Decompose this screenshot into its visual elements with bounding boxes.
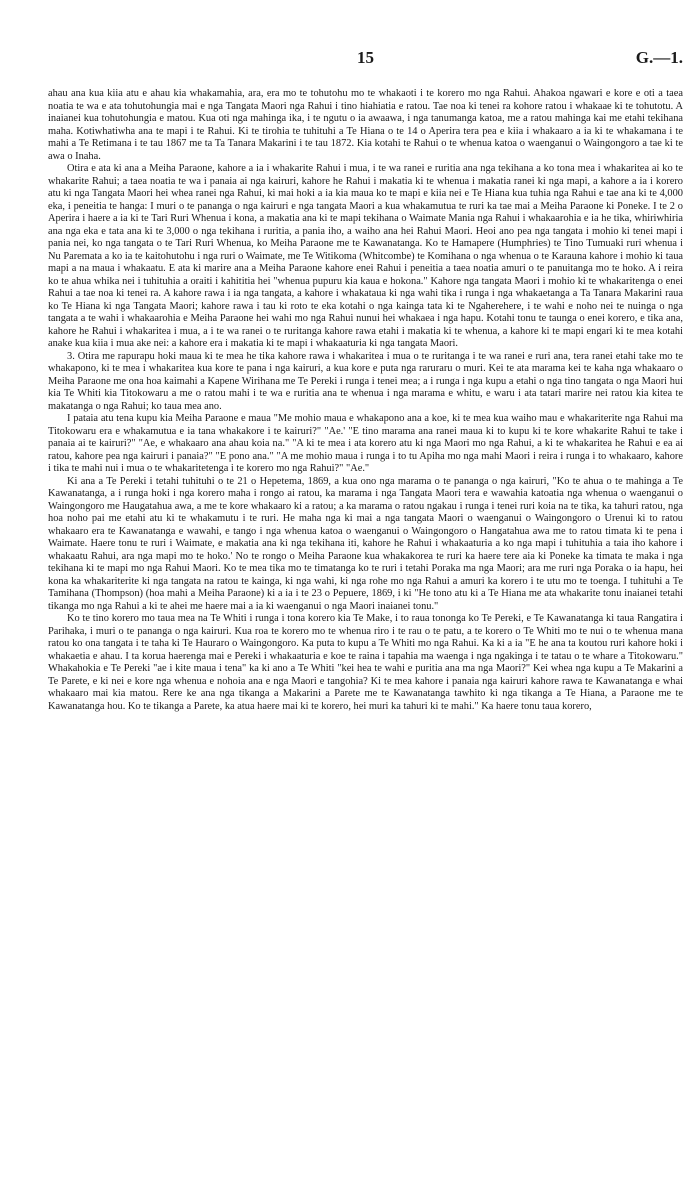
paragraph-numbered-3: 3. Otira me rapurapu hoki maua ki te mea he tika kahore rawa i whakaritea i mua o te ruritanga i te wa ranei e ruri ana, tera ranei etahi take mo te whakapono, ki te mea i whakaritea kua kore te pana i nga kairuri, a kua kore e puta nga raruraru o muri. Kei te ata marama kei te kaha nga whakaaro o Meiha Paraone me ona hoa kaimahi a Kapene Wirihana me Te Pereki i runga i tenei mea; a i runga i nga kupu a etahi o nga tino tangata o nga Maori hui kia Te Whiti kia Titokowaru a me o ratou mahi i te wa e ruritia ana te whenua i nga marama e whitu, e waru i ata tatari marire nei ratou kia kitea te makatanga o nga Rahui; ko taua mea ano. bbox=[48, 350, 683, 412]
body-text bbox=[48, 88, 683, 713]
document-reference: G.—1. bbox=[635, 48, 683, 67]
page-header bbox=[48, 48, 683, 68]
paragraph-continued: ahau ana kua kiia atu e ahau kia whakamahia, ara, era mo te tohutohu mo te whakaoti i te korero mo nga Rahui. Ahakoa ngawari e kore e oti a taea noatia te wa e ata tohutohungia mai e nga Tangata Maori nga Rahui i tino hiahiatia e ratou. Tae noa ki tenei ra kohore ratou i whakaae ki te tohutotu. A inaianei kua tohutohungia e matou. Kua oti nga mahinga ika, i te ngutu o ia awaawa, i nga tanumanga katoa, me a ratou mahinga kai me etahi tekihana maha. Kotiwhatiwha ana te mapi i te Rahui. Ki te tirohia te tuhituhi a Te Hiana o te 14 o Aperira tera pea e kiia i whakaaro a ia ki te whakamana i te mahi a Te Retimana i te tau 1867 me ta Ta Tanara Makarini i te tau 1872. Kia kotahi te Rahui o te whenua katoa o waenganui o Waingongoro a tae ki te awa o Inaha. bbox=[48, 88, 683, 162]
page-number: 15 bbox=[357, 48, 374, 67]
paragraph: Ko te tino korero mo taua mea na Te Whiti i runga i tona korero kia Te Make, i to raua tononga ko Te Pereki, e Te Kawanatanga ki taua Rangatira i Parihaka, i muri o te pananga o nga kairuri. Kua roa te korero mo te whenua riro i te rau o te patu, a te korero o Te Whiti mo te nui o te whenua mana ratou ko ona tangata i te taha ki Te Hauraro o Waingongoro. Ka puta to kupu a Te Whiti mo nga Rahui. Ka ki a ia "E he ana ta koutou ruri kahore hoki i whakaetia e ahau. I ta korua haerenga mai e Pereki i whakaaturia e koe te raina i tapahia ma waenga i nga ngakinga i te tatau o te whare a Titokowaru." Whakahokia e Te Pereki "ae i kite maua i tena" ka ki ano a Te Whiti "kei hea te wahi e puritia ana ma nga Maori?" Kei whea nga kupu a Te Makarini a Te Parete, e ki nei e kore nga whenua e nohoia ana e nga Maori e tangohia? Ki te mea kahore i panaia nga kairuri kahore rawa te Kawanatanga e whai whakaaro mai kia matou. Rere ke ana nga tikanga a Makarini a Parete me te Kawanatanga tawhito ki nga tikanga a Te Hiana, a Paraone me te Kawanatanga hou. Ko te tikanga a Parete, ka atua haere mai ki te korero, hei muri ka tahuri ki te mahi." Ka haere tonu taua korero, bbox=[48, 613, 683, 712]
paragraph: Ki ana a Te Pereki i tetahi tuhituhi o te 21 o Hepetema, 1869, a kua ono nga marama o te pananga o nga kairuri, "Ko te ahua o te mahinga a Te Kawanatanga, a i runga hoki i nga korero maha i rongo ai ratou, ka marama i nga Tangata Maori tera e wawahia katoatia nga whenua o waenganui o Waingongoro me Haugatahua awa, a me te kore whakaaro ki a ratou; a ka marama o ratou ngakau i runga i tenei ruri koia na te tika, ka tahuri ratou, nga hoa noho pai me etahi atu ki te whakamutu i te ruri. He maha nga ki mai a nga tangata Maori o waenganui o Waingongoro o Urenui ki to ratou whakaaro era te Kawanatanga e wawahi, e tango i nga whenua katoa o waenganui o Waingongoro o Hangatahua awa me to ratou timata ki te pena i Waimate. Haere tonu te ruri i Waimate, e makatia ana ki nga tekihana iti, kahore he Rahui i whakaaturia a ko nga mapi i tuhituhia a taia iho kahore i whakaatu Rahui, ara nga mapi mo te hoko.' No te rongo o Meiha Paraone kua whakakorea te ruri ka haere tere aia ki Poneke ka timata te maka i nga tekihana ki te mapi mo nga Rahui Maori. Ko te mea tika mo te timatanga ko te ruri i tetahi Poraka ma nga Maori; ara me ruri nga Poraka o ia hapu, hei kona ka whakariterite ki nga tangata na ratou te kainga, ki nga wahi, ki nga rohe mo nga Rahui a amuri ka korero i te utu mo te toenga. I tuhituhi a Te Tamihana (Thompson) (hoa mahi a Meiha Paraone) ki a ia i te 23 o Pepuere, 1869, i ki "He tono atu ki a Te Hiana me ata whakarite tonu inaianei tetahi tikanga mo nga Rahui a ki te ahei me haere mai a ia ki waenganui o nga Maori inaianei tonu." bbox=[48, 475, 683, 612]
paragraph-dialogue: I pataia atu tena kupu kia Meiha Paraone e maua "Me mohio maua e whakapono ana a koe, ki te mea kua waiho mau e whakariterite nga Rahui ma Titokowaru era e whakamutua e ia tana whakakore i te kairuri?" "Ae.' "E tino marama ana ranei maua ki to kupu ki te kore whakarite Rahui te take i panaia ai te kairuri?" "Ae, e whakaaro ana ahau koia na." "A ki te mea i ata korero atu ki nga Maori mo nga Rahui, a ki te whakaritea he Rahui e ea ai ratou, kahore pea nga kairuri i panaia?" "E pono ana." "A me mohio maua i runga i to tu Apiha mo nga mahi Maori i reira i runga i to whakaaro, kahore i tika te mahi nui i mua o te whakaritetenga i te korero mo nga Rahui?" "Ae." bbox=[48, 413, 683, 474]
paragraph: Otira e ata ki ana a Meiha Paraone, kahore a ia i whakarite Rahui i mua, i te wa ranei e ruritia ana nga tekihana a ko tona mea i whakaritea ai ko te whakarite Rahui; a taea noatia te wa i panaia ai nga kairuri, kahore he Rahui i makatia ki te whenua i makatia ranei ki nga mapi, a kahore a ia i korero atu ki nga Tangata Maori hei whea ranei nga Rahui, ki mai hoki a ia kia maua ko te mapi e kiia nei e Te Hiana kua tuhia nga Rahui e tae ana ki te 4,000 eka, i peneitia te hanga: I muri o te pananga o nga kairuri e nga tangata Maori a kua whakamutua te ruri ka tae mai a Meiha Paraone ki Poneke. I te 2 o Aperira i haere a ia ki te Tari Ruri Whenua i kona, a makatia ana ki te mapi tekihana o Waimate Mania nga Rahui i whakaarohia e ia he tika, whiriwhiria ana nga eka e tata ana ki te 3,000 o nga tekihana i ruritia, a pania iho, a waiho ana hei Rahui Maori. Heoi ano pea nga tangata i mohio ki tenei mapi i pania nei, ko nga tangata o te Tari Ruri Whenua, ko Meiha Paraone me te Kawanatanga. Ko te Hamapere (Humphries) te Tino Tumuaki ruri whenua i Nu Paremata a ko ia te kaitohutohu i nga ruri o Waimate, me Te Witikoma (Whitcombe) te Komihana o nga whenua o te Karauna kahore i mohio ki taua mapi a na maua i whakaatu. E ata ki marire ana a Meiha Paraone kahore enei Rahui i peneitia a taea noatia amuri o te panuitanga mo te hoko. A i reira ko te ahua whika nei i tuhituhia a oraiti i kahititia hei "whenua pupuru kia kaua e hokona." Kahore nga tangata Maori i mohio ki te whakaritenga o enei Rahui a tae noa ki tenei ra. A kahore rawa i ia nga tangata, a kahore i whakataua ki nga wahi tika i runga i nga whakaetanga a Ta Tanara Makarini raua ko Te Hiana ki nga Tangata Maori; kahore rawa i tau ki roto te eka kotahi o nga kainga tata ki te Ngaherehere, i te wahi e noho nei te nuinga o nga tangata a te wahi i whakaarohia e Meiha Paraone hei wahi mo nga Rahui nunui hei whakaea i nga hapu. Kotahi tonu te taunga o enei korero, e tika ana, kahore he Rahui i whakaritea i mua, a i te wa ranei o te ruritanga kahore rawa etahi i makatia ki te whenua, a kahore ki te mapi engari ki te mea kotahi anake kua kiia i mua ake nei: a kahore era i makatia ki te mapi i whakaaturia ki nga tangata Maori. bbox=[48, 163, 683, 349]
